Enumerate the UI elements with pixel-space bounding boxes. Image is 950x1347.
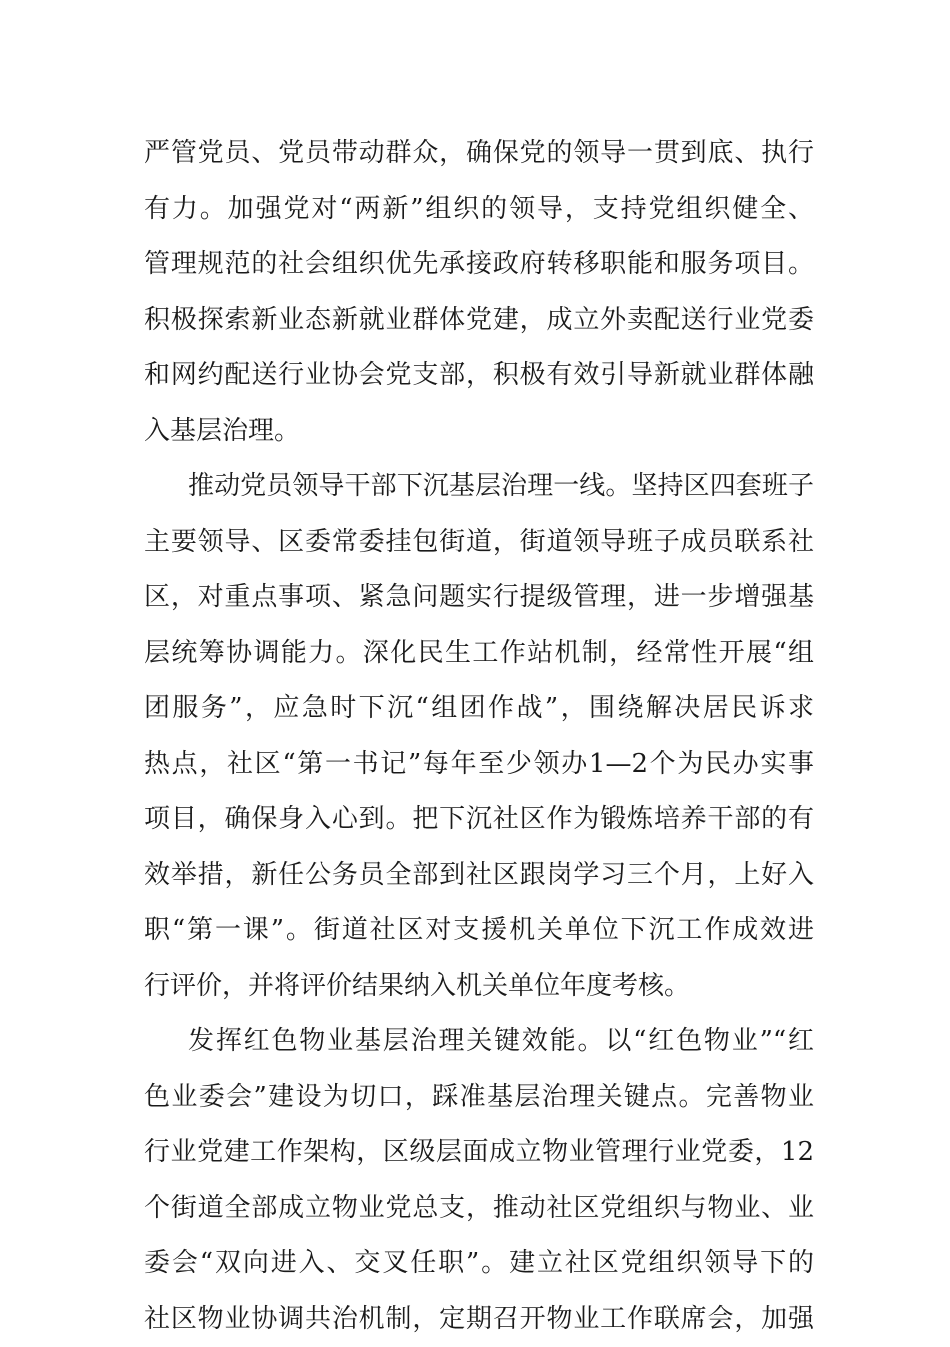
text-line-1: 严管党员、党员带动群众，确保党的领导一贯到底、执行 — [144, 126, 814, 182]
paragraph-3-first-line: 发挥红色物业基层治理关键效能。以“红色物业”“红 — [144, 1014, 814, 1070]
text-line-5: 和网约配送行业协会党支部，积极有效引导新就业群体融 — [144, 348, 814, 404]
text-line-4: 积极探索新业态新就业群体党建，成立外卖配送行业党委 — [144, 293, 814, 349]
text-line-16: 行评价，并将评价结果纳入机关单位年度考核。 — [144, 959, 814, 1015]
text-line-9: 区，对重点事项、紧急问题实行提级管理，进一步增强基 — [144, 570, 814, 626]
text-line-11: 团服务”，应急时下沉“组团作战”，围绕解决居民诉求 — [144, 681, 814, 737]
text-line-14: 效举措，新任公务员全部到社区跟岗学习三个月，上好入 — [144, 848, 814, 904]
text-line-22: 社区物业协调共治机制，定期召开物业工作联席会，加强 — [144, 1292, 814, 1347]
text-line-10: 层统筹协调能力。深化民生工作站机制，经常性开展“组 — [144, 626, 814, 682]
text-line-3: 管理规范的社会组织优先承接政府转移职能和服务项目。 — [144, 237, 814, 293]
text-line-13: 项目，确保身入心到。把下沉社区作为锻炼培养干部的有 — [144, 792, 814, 848]
paragraph-2-first-line: 推动党员领导干部下沉基层治理一线。坚持区四套班子 — [144, 459, 814, 515]
text-line-18: 色业委会”建设为切口，踩准基层治理关键点。完善物业 — [144, 1070, 814, 1126]
text-line-19: 行业党建工作架构，区级层面成立物业管理行业党委，12 — [144, 1125, 814, 1181]
text-line-20: 个街道全部成立物业党总支，推动社区党组织与物业、业 — [144, 1181, 814, 1237]
text-line-21: 委会“双向进入、交叉任职”。建立社区党组织领导下的 — [144, 1236, 814, 1292]
text-line-12: 热点，社区“第一书记”每年至少领办1—2个为民办实事 — [144, 737, 814, 793]
text-line-15: 职“第一课”。街道社区对支援机关单位下沉工作成效进 — [144, 903, 814, 959]
text-line-6: 入基层治理。 — [144, 404, 814, 460]
body-text — [144, 126, 814, 1347]
text-line-2: 有力。加强党对“两新”组织的领导，支持党组织健全、 — [144, 182, 814, 238]
text-line-8: 主要领导、区委常委挂包街道，街道领导班子成员联系社 — [144, 515, 814, 571]
